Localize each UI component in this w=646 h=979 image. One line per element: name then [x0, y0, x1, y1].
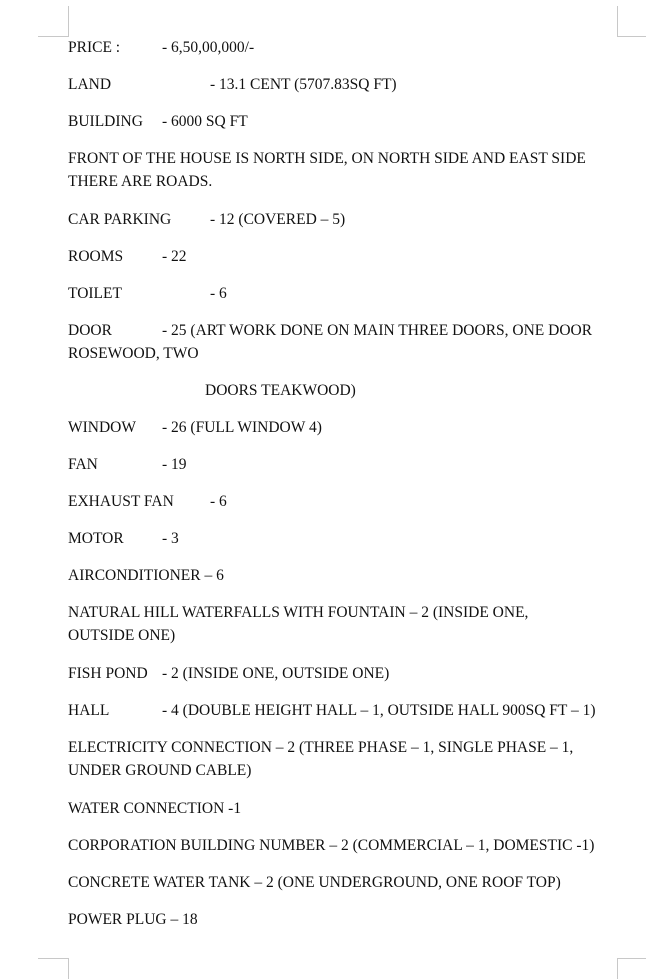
page-corner-mark-bottom-left — [38, 958, 69, 979]
line-land — [68, 73, 618, 96]
label-rooms: ROOMS — [68, 248, 124, 265]
label-price: PRICE : — [68, 39, 121, 56]
value-toilet: - 6 — [210, 285, 227, 302]
line-waterfalls: NATURAL HILL WATERFALLS WITH FOUNTAIN – 2 (INSIDE ONE, OUTSIDE ONE) — [68, 604, 529, 644]
value-land: - 13.1 CENT (5707.83SQ FT) — [210, 76, 397, 93]
line-hall — [68, 699, 618, 722]
value-rooms: - 22 — [162, 248, 187, 265]
label-car-parking: CAR PARKING — [68, 211, 172, 228]
label-building: BUILDING — [68, 113, 143, 130]
value-motor: - 3 — [162, 530, 179, 547]
line-rooms — [68, 245, 618, 268]
line-exhaust-fan — [68, 490, 618, 513]
label-door: DOOR — [68, 322, 112, 339]
label-exhaust-fan: EXHAUST FAN — [68, 493, 174, 510]
line-building — [68, 110, 618, 133]
label-fish-pond: FISH POND — [68, 665, 148, 682]
page-corner-mark-top-left — [38, 6, 69, 37]
label-window: WINDOW — [68, 419, 137, 436]
page-corner-mark-top-right — [617, 6, 646, 37]
label-hall: HALL — [68, 702, 110, 719]
value-fish-pond: - 2 (INSIDE ONE, OUTSIDE ONE) — [162, 665, 390, 682]
line-concrete-water-tank: CONCRETE WATER TANK – 2 (ONE UNDERGROUND, ONE ROOF TOP) — [68, 874, 561, 891]
label-fan: FAN — [68, 456, 98, 473]
value-car-parking: - 12 (COVERED – 5) — [210, 211, 346, 228]
line-door — [68, 319, 618, 342]
value-building: - 6000 SQ FT — [162, 113, 248, 130]
line-motor — [68, 527, 618, 550]
label-toilet: TOILET — [68, 285, 122, 302]
page-corner-mark-bottom-right — [617, 958, 646, 979]
line-car-parking — [68, 208, 618, 231]
value-exhaust-fan: - 6 — [210, 493, 227, 510]
label-motor: MOTOR — [68, 530, 124, 547]
value-door: - 25 (ART WORK DONE ON MAIN THREE DOORS, ONE DOOR — [162, 322, 593, 339]
line-fish-pond — [68, 662, 618, 685]
line-corporation-building-number: CORPORATION BUILDING NUMBER – 2 (COMMERCIAL – 1, DOMESTIC -1) — [68, 837, 595, 854]
value-fan: - 19 — [162, 456, 187, 473]
line-water-connection: WATER CONNECTION -1 — [68, 800, 242, 817]
label-land: LAND — [68, 76, 112, 93]
line-electricity-connection: ELECTRICITY CONNECTION – 2 (THREE PHASE – 1, SINGLE PHASE – 1, UNDER GROUND CABLE) — [68, 739, 574, 779]
value-price: - 6,50,00,000/- — [162, 39, 255, 56]
line-door-continued: ROSEWOOD, TWO — [68, 345, 199, 362]
line-doors-teakwood: DOORS TEAKWOOD) — [205, 382, 356, 399]
value-window: - 26 (FULL WINDOW 4) — [162, 419, 322, 436]
line-toilet — [68, 282, 618, 305]
line-power-plug: POWER PLUG – 18 — [68, 911, 198, 928]
line-front-of-house: FRONT OF THE HOUSE IS NORTH SIDE, ON NORTH SIDE AND EAST SIDE THERE ARE ROADS. — [68, 150, 586, 190]
line-window — [68, 416, 618, 439]
value-hall: - 4 (DOUBLE HEIGHT HALL – 1, OUTSIDE HALL 900SQ FT – 1) — [162, 702, 596, 719]
line-fan — [68, 453, 618, 476]
line-airconditioner: AIRCONDITIONER – 6 — [68, 567, 224, 584]
line-price — [68, 36, 618, 59]
